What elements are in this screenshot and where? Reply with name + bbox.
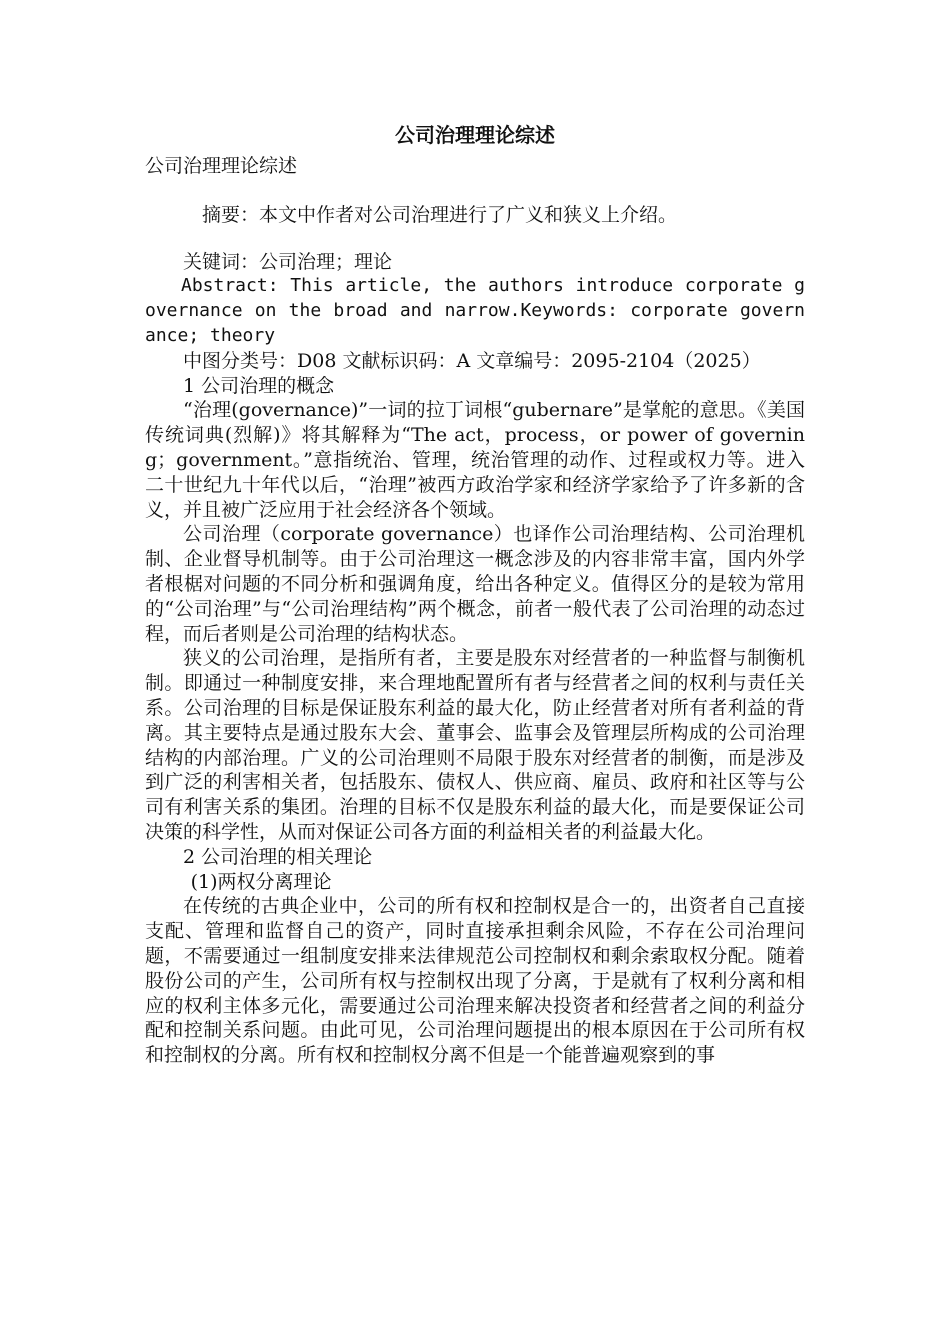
- keywords-cn: 关键词：公司治理；理论: [183, 250, 393, 273]
- abstract-cn: 摘要：本文中作者对公司治理进行了广义和狭义上介绍。: [202, 203, 678, 226]
- abstract-en: Abstract: This article, the authors introduce corporate governance on the broad and narrow.Keywords: corporate governance; theory: [145, 275, 805, 346]
- section-1-paragraph-3: 狭义的公司治理，是指所有者，主要是股东对经营者的一种监督与制衡机制。即通过一种制度安排，来合理地配置所有者与经营者之间的权利与责任关系。公司治理的目标是保证股东利益的最大化，防止经营者对所有者利益的背离。其主要特点是通过股东大会、董事会、监事会及管理层所构成的公司治理结构的内部治理。广义的公司治理则不局限于股东对经营者的制衡，而是涉及到广泛的利害相关者，包括股东、债权人、供应商、雇员、政府和社区等与公司有利害关系的集团。治理的目标不仅是股东利益的最大化，而是要保证公司决策的科学性，从而对保证公司各方面的利益相关者的利益最大化。: [145, 647, 805, 843]
- section-1-heading: 1 公司治理的概念: [183, 374, 335, 397]
- document-subtitle: 公司治理理论综述: [145, 155, 298, 177]
- section-2-heading: 2 公司治理的相关理论: [183, 845, 373, 868]
- section-2-paragraph-1: 在传统的古典企业中，公司的所有权和控制权是合一的，出资者自己直接支配、管理和监督自己的资产，同时直接承担剩余风险，不存在公司治理问题，不需要通过一组制度安排来法律规范公司控制权和剩余索取权分配。随着股份公司的产生，公司所有权与控制权出现了分离，于是就有了权利分离和相应的权利主体多元化，需要通过公司治理来解决投资者和经营者之间的利益分配和控制关系问题。由此可见，公司治理问题提出的根本原因在于公司所有权和控制权的分离。所有权和控制权分离不但是一个能普遍观察到的事: [145, 895, 805, 1067]
- section-1-paragraph-2: 公司治理（corporate governance）也译作公司治理结构、公司治理机制、企业督导机制等。由于公司治理这一概念涉及的内容非常丰富，国内外学者根椐对问题的不同分析和强调角度，给出各种定义。值得区分的是较为常用的“公司治理”与“公司治理结构”两个概念，前者一般代表了公司治理的动态过程，而后者则是公司治理的结构状态。: [145, 523, 805, 645]
- classification-line: 中图分类号：D08 文献标识码：A 文章编号：2095-2104（2025）: [183, 349, 761, 372]
- section-1-paragraph-1: “治理(governance)”一词的拉丁词根“gubernare”是掌舵的意思。《美国传统词典(烈解)》将其解释为“The act，process，or power of governing；government。”意指统治、管理，统治管理的动作、过程或权力等。进入二十世纪九十年代以后，“治理”被西方政治学家和经济学家给予了许多新的含义，并且被广泛应用于社会经济各个领域。: [145, 399, 805, 521]
- document-page: [145, 122, 805, 1068]
- section-2-subheading-1: (1)两权分离理论: [190, 870, 332, 893]
- document-title: 公司治理理论综述: [395, 123, 555, 147]
